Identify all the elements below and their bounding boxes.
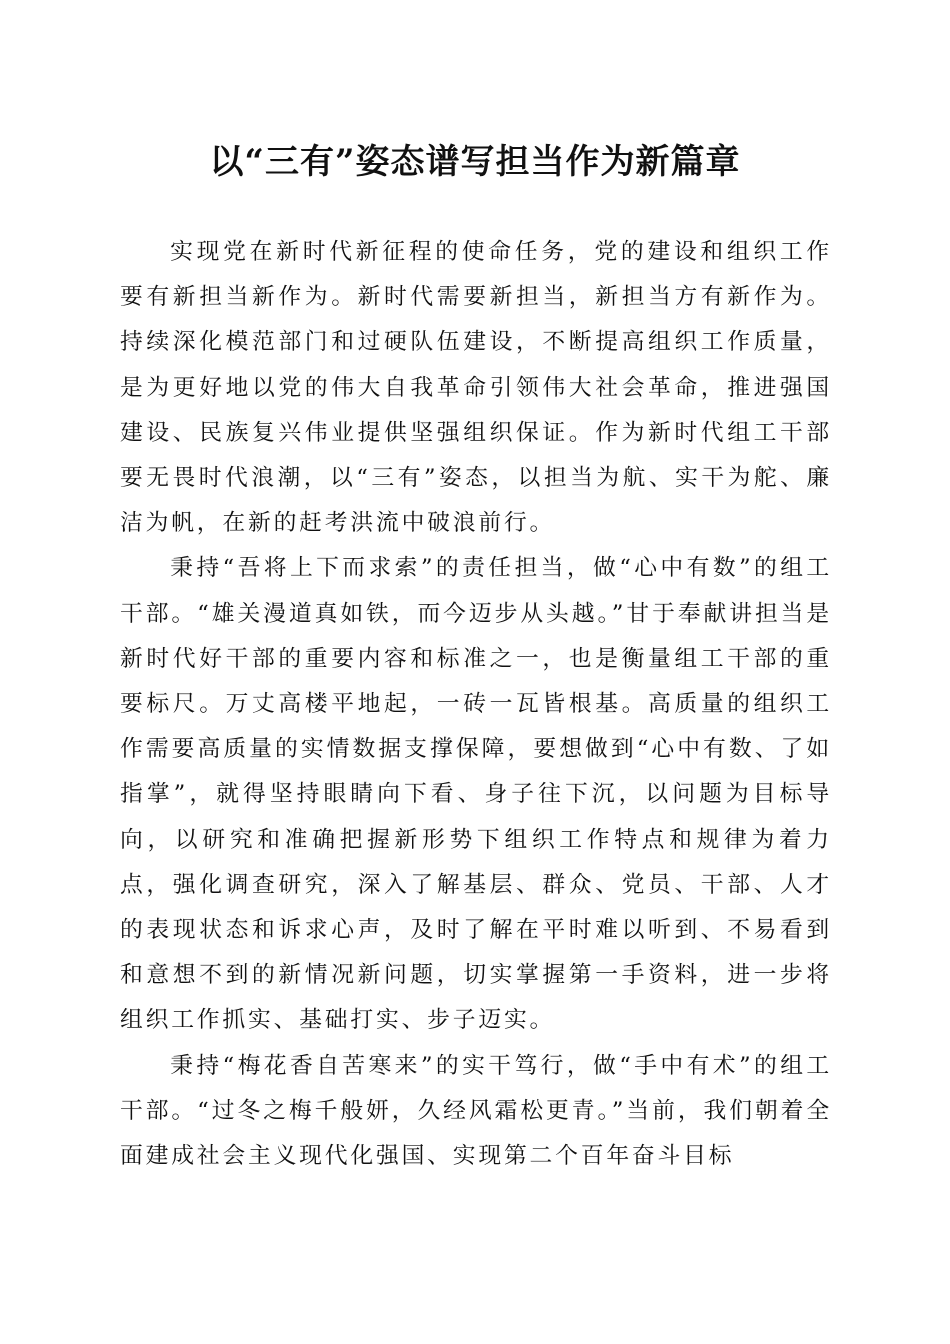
- document-title: 以“三有”姿态谱写担当作为新篇章: [209, 142, 741, 182]
- paragraph-intro: 实现党在新时代新征程的使命任务，党的建设和组织工作要有新担当新作为。新时代需要新担当，新担当方有新作为。持续深化模范部门和过硬队伍建设，不断提高组织工作质量，是为更好地以党的伟大自我革命引领伟大社会革命，推进强国建设、民族复兴伟业提供坚强组织保证。作为新时代组工干部要无畏时代浪潮，以“三有”姿态，以担当为航、实干为舵、廉洁为帆，在新的赶考洪流中破浪前行。: [120, 239, 832, 537]
- document-body: [120, 230, 832, 1179]
- paragraph-practice: 秉持“梅花香自苦寒来”的实干笃行，做“手中有术”的组工干部。“过冬之梅千般妍，久经风霜松更青。”当前，我们朝着全面建成社会主义现代化强国、实现第二个百年奋斗目标: [120, 1052, 832, 1170]
- paragraph-responsibility: 秉持“吾将上下而求索”的责任担当，做“心中有数”的组工干部。“雄关漫道真如铁，而今迈步从头越。”甘于奉献讲担当是新时代好干部的重要内容和标准之一，也是衡量组工干部的重要标尺。万丈高楼平地起，一砖一瓦皆根基。高质量的组织工作需要高质量的实情数据支撑保障，要想做到“心中有数、了如指掌”，就得坚持眼睛向下看、身子往下沉，以问题为目标导向，以研究和准确把握新形势下组织工作特点和规律为着力点，强化调查研究，深入了解基层、群众、党员、干部、人才的表现状态和诉求心声，及时了解在平时难以听到、不易看到和意想不到的新情况新问题，切实掌握第一手资料，进一步将组织工作抓实、基础打实、步子迈实。: [120, 555, 832, 1034]
